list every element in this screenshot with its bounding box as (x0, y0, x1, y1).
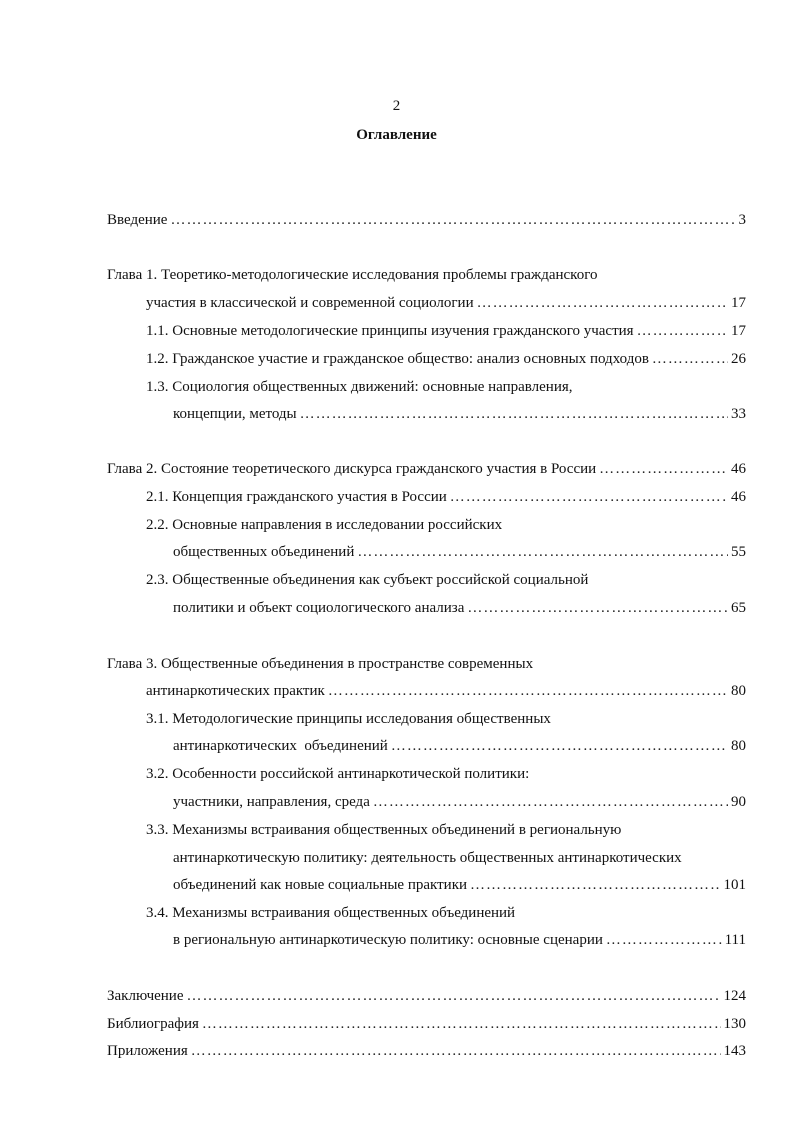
toc-entry-page: 33 (731, 406, 746, 422)
toc-entry-label: антинаркотических объединений (173, 738, 388, 754)
toc-entry-label: участники, направления, среда (173, 794, 370, 810)
dot-leader (300, 405, 728, 423)
toc-entry-section-3-4[interactable] (173, 931, 746, 949)
section-3-3-title-cont[interactable]: антинаркотическую политику: деятельность общественных антинаркотических (173, 850, 682, 866)
toc-entry-label: объединений как новые социальные практики (173, 877, 468, 893)
toc-entry-page: 3 (738, 212, 746, 228)
chapter-3-title[interactable]: Глава 3. Общественные объединения в пространстве современных (107, 656, 534, 672)
toc-entry-label: Глава 2. Состояние теоретического дискурса гражданского участия в России (107, 461, 597, 477)
dot-leader (391, 737, 728, 755)
dot-leader (357, 543, 728, 561)
toc-entry-page: 111 (724, 932, 746, 948)
toc-entry-page: 80 (731, 738, 746, 754)
toc-entry-page: 101 (723, 877, 746, 893)
dot-leader (373, 793, 728, 811)
toc-entry-page: 90 (731, 794, 746, 810)
chapter-1-title[interactable]: Глава 1. Теоретико-методологические исследования проблемы гражданского (107, 267, 598, 283)
toc-entry-page: 46 (731, 461, 746, 477)
toc-entry-page: 80 (731, 683, 746, 699)
dot-leader (652, 350, 728, 368)
toc-entry-label: политики и объект социологического анализа (173, 600, 465, 616)
toc-entry-section-1-1[interactable] (146, 322, 746, 340)
page-title: Оглавление (356, 127, 437, 143)
dot-leader (170, 211, 735, 229)
dot-leader (450, 488, 728, 506)
toc-entry-page: 124 (723, 988, 746, 1004)
toc-entry-label: 2.1. Концепция гражданского участия в России (146, 489, 447, 505)
toc-entry-page: 46 (731, 489, 746, 505)
section-3-1-title[interactable]: 3.1. Методологические принципы исследования общественных (146, 711, 551, 727)
dot-leader (202, 1015, 721, 1033)
toc-entry-label: Заключение (107, 988, 184, 1004)
toc-entry-page: 130 (723, 1016, 746, 1032)
section-3-3-title[interactable]: 3.3. Механизмы встраивания общественных объединений в региональную (146, 822, 622, 838)
toc-entry-page: 17 (731, 323, 746, 339)
dot-leader (599, 460, 728, 478)
toc-entry-label: Библиография (107, 1016, 199, 1032)
dot-leader (606, 931, 722, 949)
toc-entry-label: концепции, методы (173, 406, 297, 422)
toc-entry-page: 17 (731, 295, 746, 311)
dot-leader (187, 987, 721, 1005)
dot-leader (477, 294, 728, 312)
toc-entry-label: Приложения (107, 1043, 188, 1059)
section-3-2-title[interactable]: 3.2. Особенности российской антинаркотической политики: (146, 766, 530, 782)
toc-entry-label: 1.1. Основные методологические принципы изучения гражданского участия (146, 323, 634, 339)
section-2-3-title[interactable]: 2.3. Общественные объединения как субъект российской социальной (146, 572, 589, 588)
toc-entry-section-1-2[interactable] (146, 350, 746, 368)
toc-entry-section-1-3[interactable] (173, 405, 746, 423)
toc-entry-section-2-1[interactable] (146, 488, 746, 506)
toc-entry-bibliography[interactable] (107, 1015, 746, 1033)
section-1-3-title[interactable]: 1.3. Социология общественных движений: основные направления, (146, 379, 573, 395)
toc-entry-label: участия в классической и современной социологии (146, 295, 474, 311)
toc-entry-section-2-3[interactable] (173, 599, 746, 617)
dot-leader (637, 322, 728, 340)
toc-entry-section-3-2[interactable] (173, 793, 746, 811)
toc-entry-label: общественных объединений (173, 544, 355, 560)
toc-entry-chapter-2[interactable] (107, 460, 746, 478)
toc-entry-label: Введение (107, 212, 168, 228)
toc-entry-label: антинаркотических практик (146, 683, 325, 699)
toc-entry-chapter-1[interactable] (146, 294, 746, 312)
page-number: 2 (392, 98, 401, 114)
toc-entry-section-3-3[interactable] (173, 876, 746, 894)
section-3-4-title[interactable]: 3.4. Механизмы встраивания общественных объединений (146, 905, 516, 921)
toc-entry-page: 55 (731, 544, 746, 560)
dot-leader (328, 682, 728, 700)
section-2-2-title[interactable]: 2.2. Основные направления в исследовании российских (146, 517, 503, 533)
toc-entry-chapter-3[interactable] (146, 682, 746, 700)
toc-entry-section-3-1[interactable] (173, 737, 746, 755)
dot-leader (467, 599, 728, 617)
toc-entry-intro[interactable] (107, 211, 746, 229)
toc-entry-appendices[interactable] (107, 1042, 746, 1060)
toc-entry-page: 143 (723, 1043, 746, 1059)
toc-entry-label: в региональную антинаркотическую политику: основные сценарии (173, 932, 603, 948)
toc-entry-page: 65 (731, 600, 746, 616)
toc-entry-page: 26 (731, 351, 746, 367)
dot-leader (191, 1042, 721, 1060)
toc-entry-conclusion[interactable] (107, 987, 746, 1005)
toc-entry-label: 1.2. Гражданское участие и гражданское общество: анализ основных подходов (146, 351, 649, 367)
toc-entry-section-2-2[interactable] (173, 543, 746, 561)
dot-leader (470, 876, 720, 894)
